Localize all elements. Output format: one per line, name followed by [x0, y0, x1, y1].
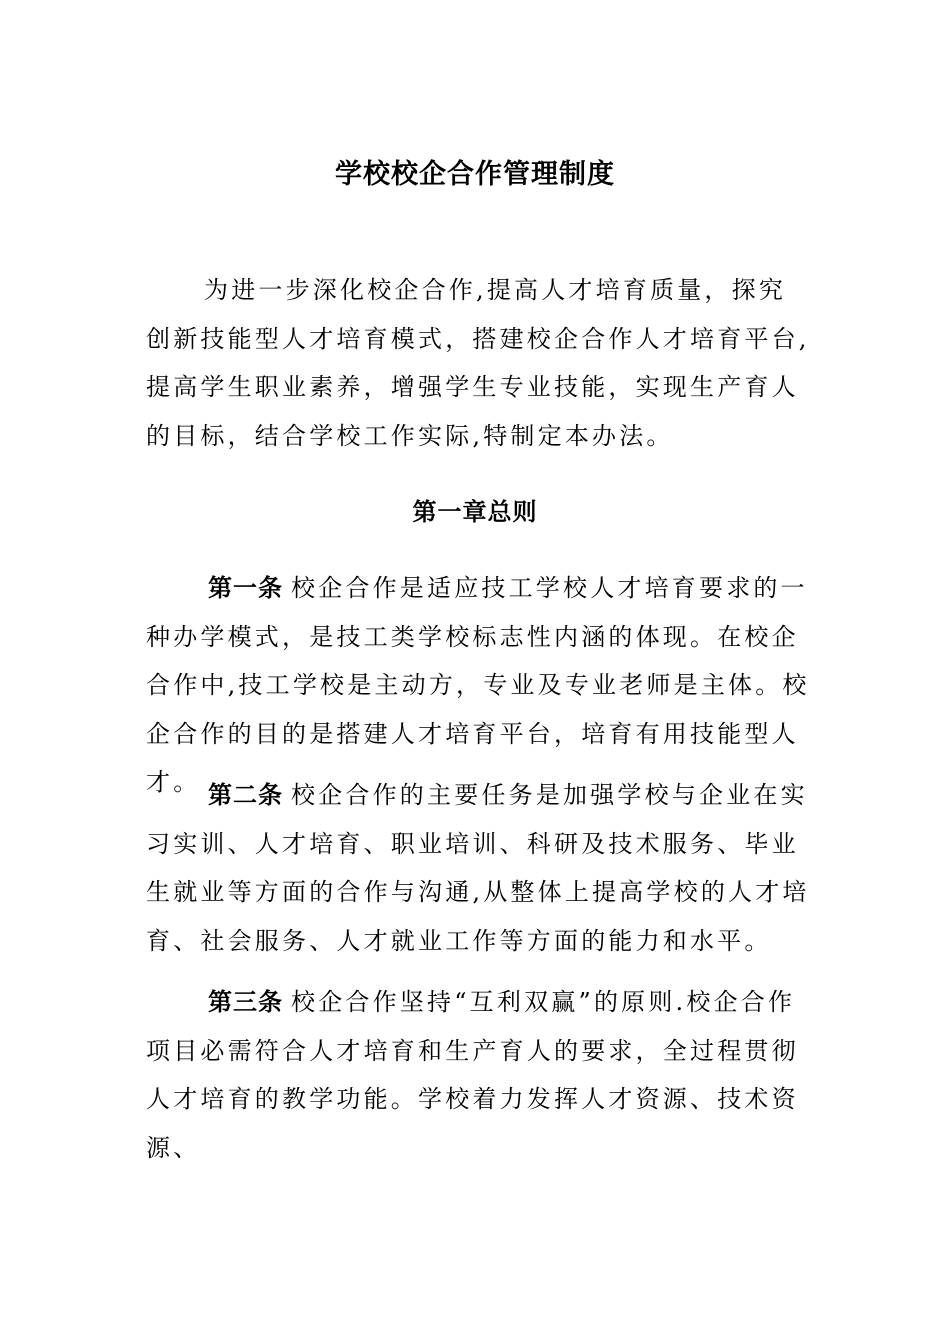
- article-1-text: 校企合作是适应技工学校人才培育要求的一种办学模式，是技工类学校标志性内涵的体现。在校企合作中,技工学校是主动方，专业及专业老师是主体。校企合作的目的是搭建人才培育平台，培育有用技能型人才。: [146, 574, 810, 797]
- chapter-heading: 第一章总则: [412, 497, 538, 526]
- article-1-label: 第一条: [208, 573, 283, 602]
- article-2-label: 第二条: [208, 780, 283, 809]
- document-title: 学校校企合作管理制度: [335, 159, 615, 190]
- article-2-text: 校企合作的主要任务是加强学校与企业在实习实训、人才培育、职业培训、科研及技术服务、毕业生就业等方面的合作与沟通,从整体上提高学校的人才培育、社会服务、人才就业工作等方面的能力和水平。: [146, 781, 810, 955]
- intro-paragraph: 为进一步深化校企合作,提高人才培育质量，探究创新技能型人才培育模式，搭建校企合作人才培育平台,提高学生职业素养，增强学生专业技能，实现生产育人的目标，结合学校工作实际,特制定本办法。: [146, 276, 810, 450]
- article-3: [146, 978, 810, 1172]
- article-3-label: 第三条: [208, 987, 283, 1016]
- article-2: [146, 771, 810, 965]
- article-3-text: 校企合作坚持“互利双赢”的原则.校企合作项目必需符合人才培育和生产育人的要求，全过程贯彻人才培育的教学功能。学校着力发挥人才资源、技术资源、: [146, 988, 799, 1162]
